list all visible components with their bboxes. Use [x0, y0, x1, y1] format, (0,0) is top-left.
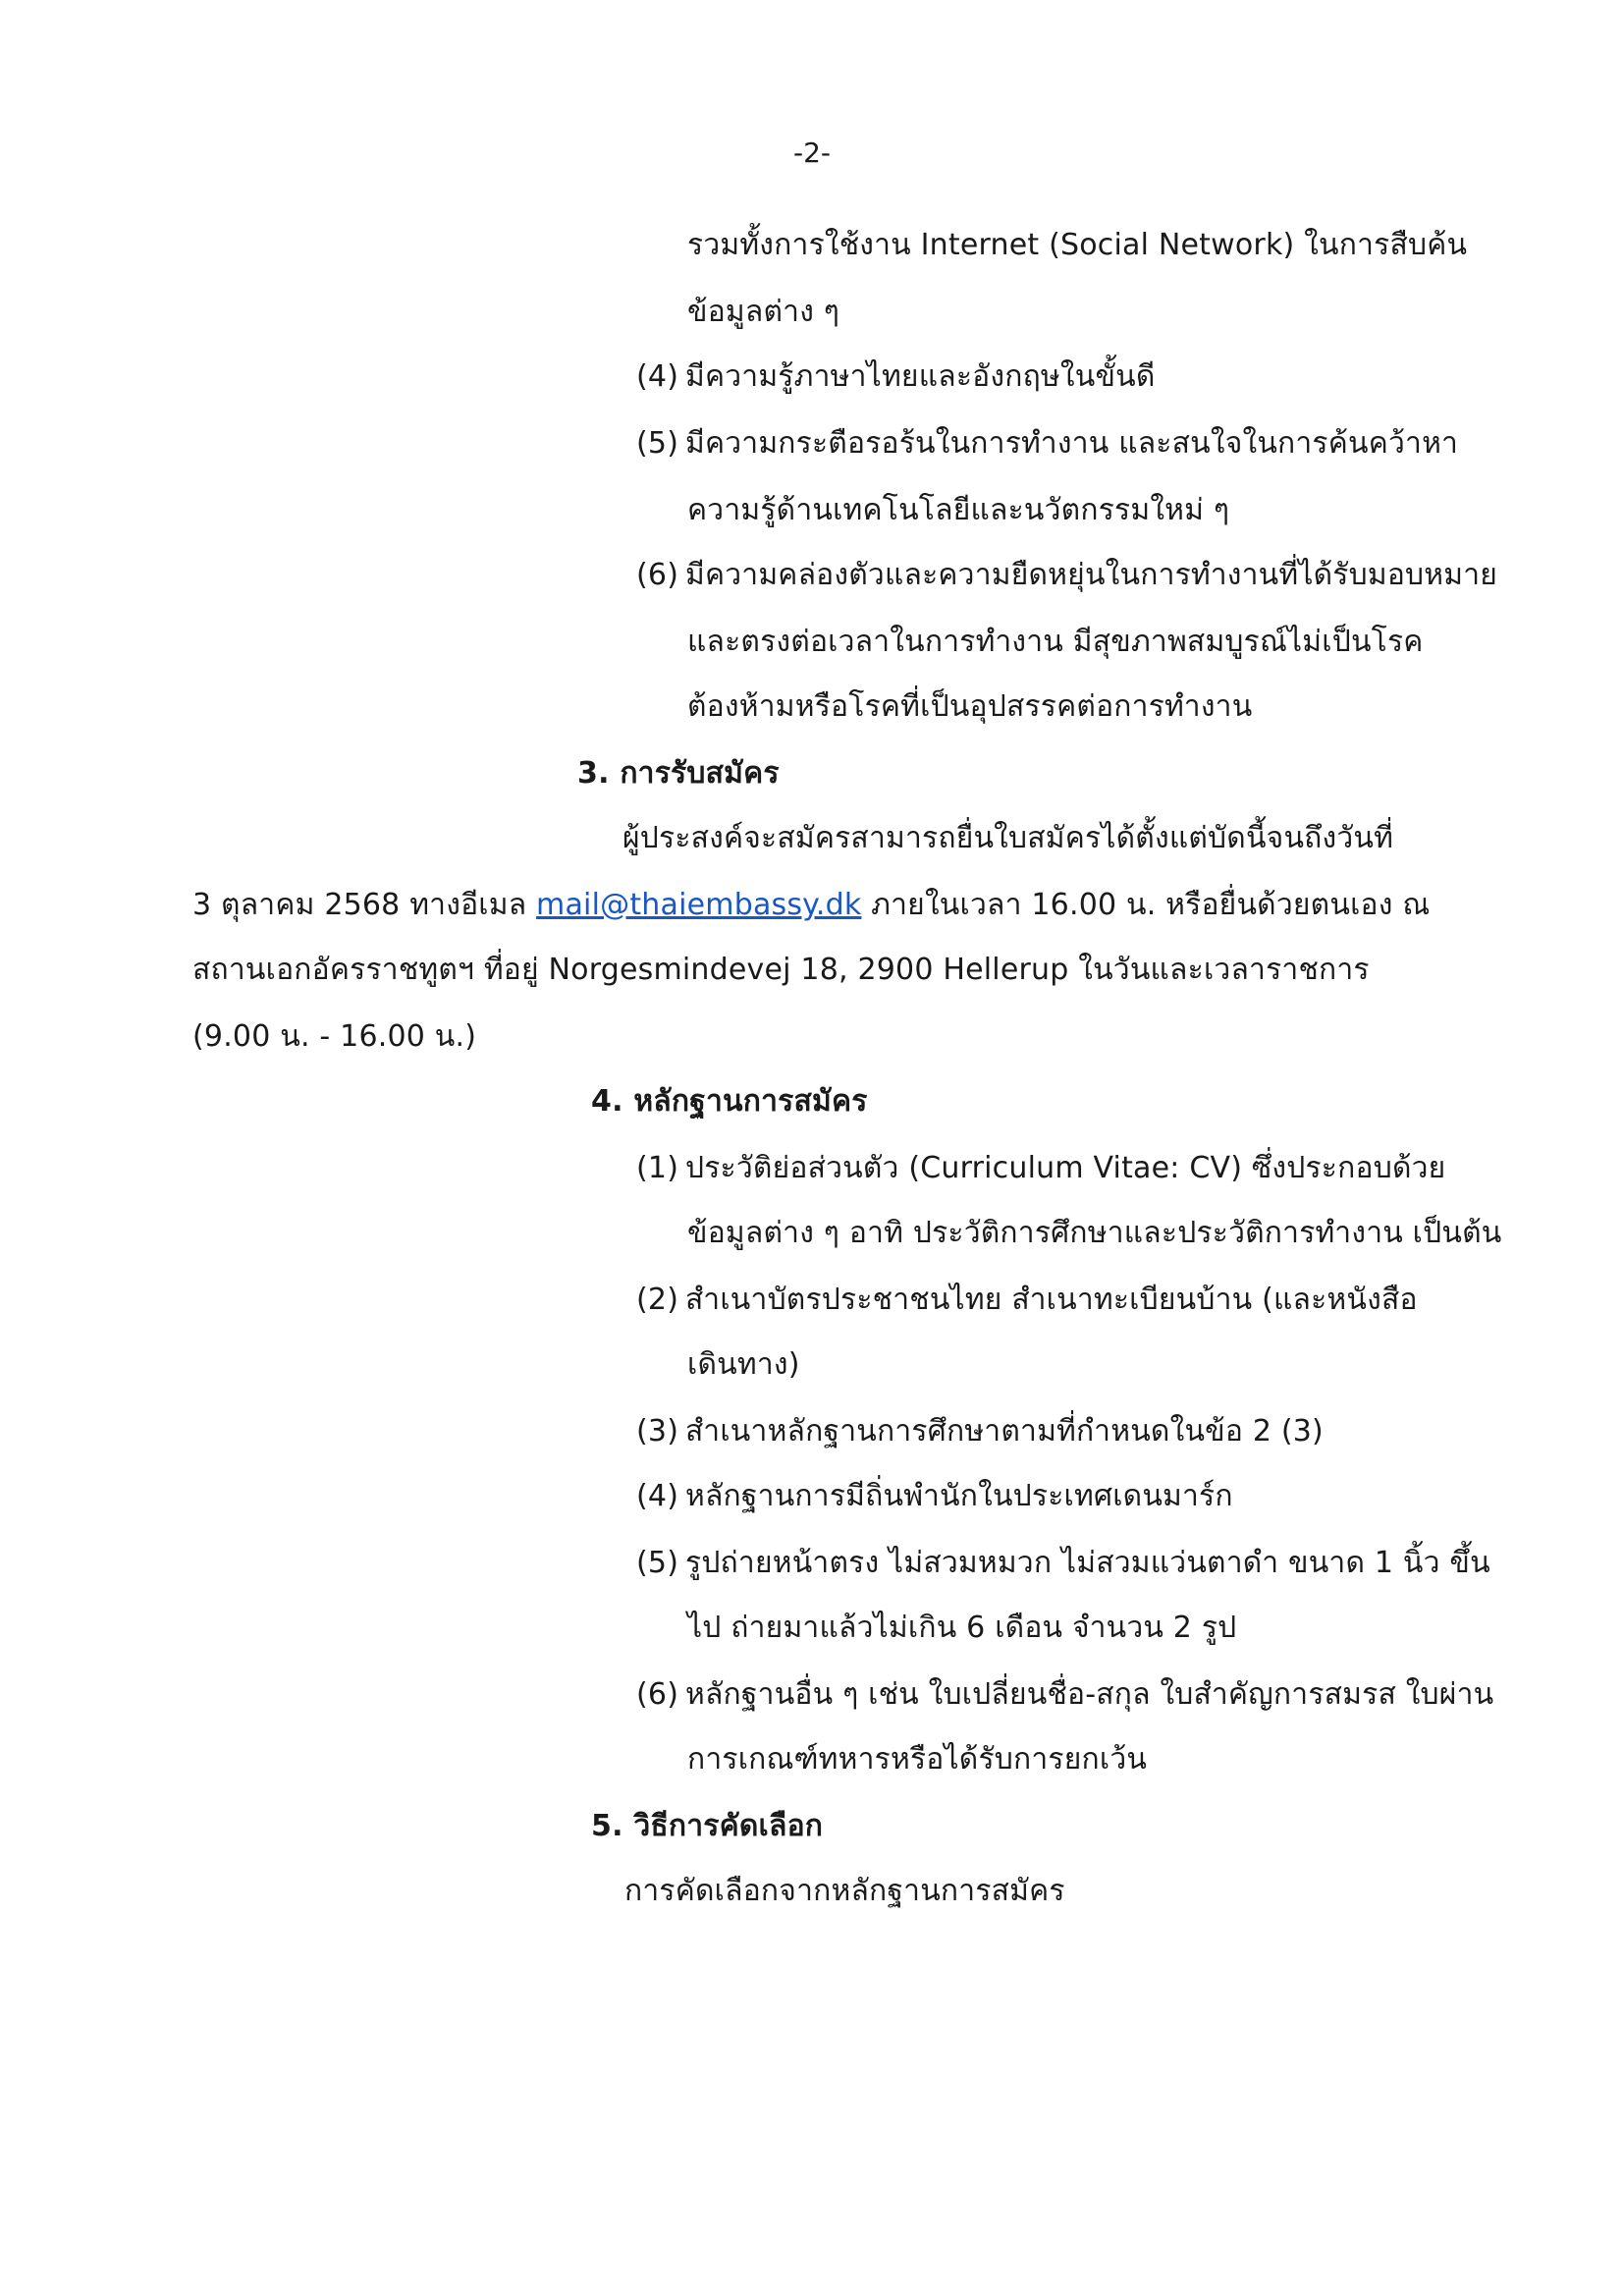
section-3-line2-before: 3 ตุลาคม 2568 ทางอีเมล: [192, 888, 537, 922]
page-number: -2-: [793, 137, 832, 169]
document-item-3: [636, 1410, 1324, 1453]
section-3-line1: ผู้ประสงค์จะสมัครสามารถยื่นใบสมัครได้ตั้งแต่บัดนี้จนถึงวันที่: [622, 821, 1394, 855]
section-3-line3: สถานเอกอัครราชทูตฯ ที่อยู่ Norgesmindevej 18, 2900 Hellerup ในวันและเวลาราชการ: [192, 953, 1370, 987]
item-number: (5): [636, 1546, 679, 1580]
qualification-item-6: [636, 554, 1497, 597]
item-number: (6): [636, 1677, 679, 1712]
document-item-5: [636, 1542, 1490, 1585]
qualification-item-6-line2: และตรงต่อเวลาในการทำงาน มีสุขภาพสมบูรณ์ไม่เป็นโรค: [687, 625, 1424, 659]
item-text: สำเนาหลักฐานการศึกษาตามที่กำหนดในข้อ 2 (3): [685, 1414, 1324, 1449]
document-item-4: [636, 1475, 1233, 1518]
item-number: (6): [636, 558, 679, 592]
item-text: มีความรู้ภาษาไทยและอังกฤษในขั้นดี: [685, 359, 1156, 394]
document-item-5-line2: ไป ถ่ายมาแล้วไม่เกิน 6 เดือน จำนวน 2 รูป: [687, 1611, 1237, 1645]
item-text: หลักฐานอื่น ๆ เช่น ใบเปลี่ยนชื่อ-สกุล ใบสำคัญการสมรส ใบผ่าน: [685, 1677, 1494, 1712]
document-item-1: [636, 1147, 1445, 1190]
qualification-item-4: [636, 355, 1156, 399]
item-text: รูปถ่ายหน้าตรง ไม่สวมหมวก ไม่สวมแว่นตาดำ ขนาด 1 นิ้ว ขึ้น: [685, 1546, 1490, 1580]
qualification-item-5: [636, 422, 1458, 465]
item-number: (4): [636, 359, 679, 394]
document-item-2-line2: เดินทาง): [687, 1347, 800, 1382]
item-text: สำเนาบัตรประชาชนไทย สำเนาทะเบียนบ้าน (และหนังสือ: [685, 1283, 1418, 1317]
document-item-6: [636, 1673, 1493, 1717]
item-number: (1): [636, 1151, 679, 1185]
qualification-3-continued-line2: ข้อมูลต่าง ๆ: [687, 295, 840, 329]
section-5-line1: การคัดเลือกจากหลักฐานการสมัคร: [624, 1874, 1065, 1908]
item-number: (3): [636, 1414, 679, 1449]
qualification-item-6-line3: ต้องห้ามหรือโรคที่เป็นอุปสรรคต่อการทำงาน: [687, 689, 1253, 724]
item-text: หลักฐานการมีถิ่นพำนักในประเทศเดนมาร์ก: [685, 1479, 1233, 1513]
section-5-heading: 5. วิธีการคัดเลือก: [591, 1809, 824, 1843]
section-3-heading: 3. การรับสมัคร: [577, 756, 780, 791]
document-item-6-line2: การเกณฑ์ทหารหรือได้รับการยกเว้น: [687, 1742, 1148, 1777]
email-link[interactable]: mail@thaiembassy.dk: [536, 888, 862, 922]
section-4-heading: 4. หลักฐานการสมัคร: [591, 1084, 868, 1119]
item-text: มีความคล่องตัวและความยืดหยุ่นในการทำงานที่ได้รับมอบหมาย: [685, 558, 1498, 592]
qualification-3-continued-line1: รวมทั้งการใช้งาน Internet (Social Network) ในการสืบค้น: [687, 228, 1468, 262]
document-item-2: [636, 1279, 1418, 1322]
item-text: มีความกระตือรอร้นในการทำงาน และสนใจในการค้นคว้าหา: [685, 426, 1459, 461]
document-item-1-line2: ข้อมูลต่าง ๆ อาทิ ประวัติการศึกษาและประวัติการทำงาน เป็นต้น: [687, 1216, 1502, 1250]
section-3-line4: (9.00 น. - 16.00 น.): [192, 1019, 477, 1054]
qualification-item-5-line2: ความรู้ด้านเทคโนโลยีและนวัตกรรมใหม่ ๆ: [687, 493, 1230, 527]
section-3-line2: [192, 884, 1430, 927]
item-number: (4): [636, 1479, 679, 1513]
item-text: ประวัติย่อส่วนตัว (Curriculum Vitae: CV) ซึ่งประกอบด้วย: [685, 1151, 1446, 1185]
section-3-line2-after: ภายในเวลา 16.00 น. หรือยื่นด้วยตนเอง ณ: [861, 888, 1431, 922]
item-number: (2): [636, 1283, 679, 1317]
item-number: (5): [636, 426, 679, 461]
